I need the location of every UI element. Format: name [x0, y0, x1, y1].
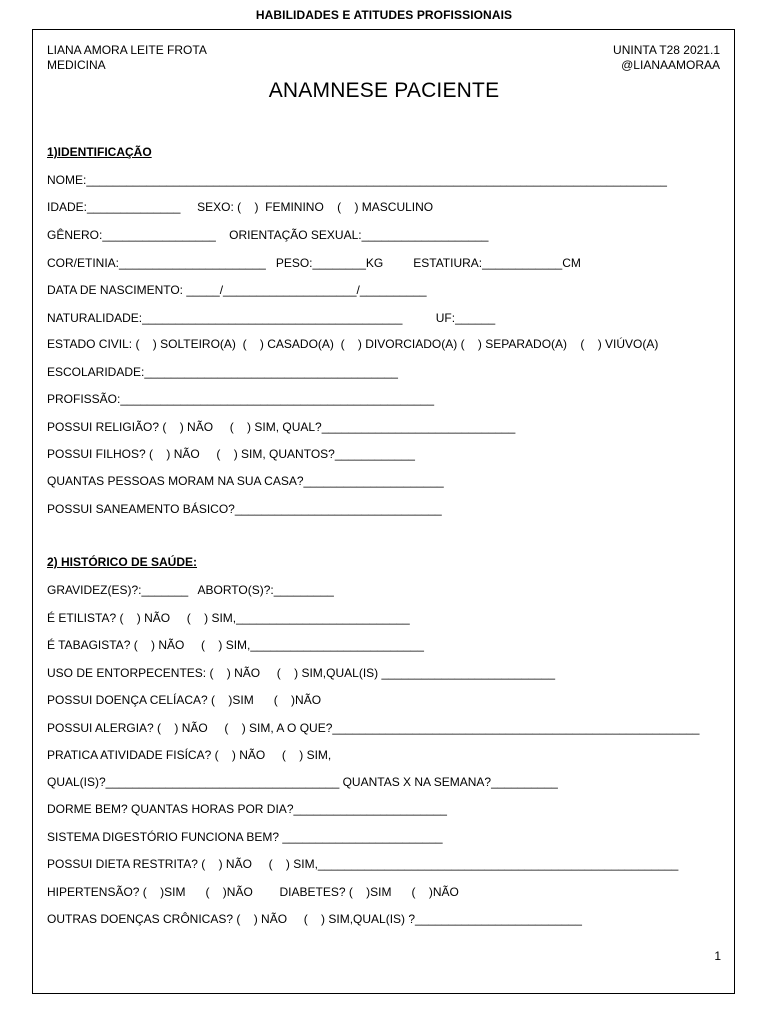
author-name: LIANA AMORA LEITE FROTA: [47, 43, 207, 57]
field-tabagista: É TABAGISTA? ( ) NÃO ( ) SIM,__________________________: [47, 638, 424, 652]
field-idade-sexo: IDADE:______________ SEXO: ( ) FEMININO ( ) MASCULINO: [47, 200, 434, 214]
field-doenca-celiaca: POSSUI DOENÇA CELÍACA? ( )SIM ( )NÃO: [47, 693, 322, 707]
class-block: [613, 43, 720, 73]
field-nome: NOME:_______________________________________________________________________________________: [47, 173, 667, 187]
field-profissao: PROFISSÃO:_______________________________________________: [47, 392, 435, 406]
author-handle: @LIANAAMORAA: [621, 58, 720, 72]
field-sono: DORME BEM? QUANTAS HORAS POR DIA?_______________________: [47, 802, 447, 816]
field-escolaridade: ESCOLARIDADE:______________________________________: [47, 365, 398, 379]
field-atividade-fisica: PRATICA ATIVIDADE FISÍCA? ( ) NÃO ( ) SIM,: [47, 748, 332, 762]
document-title: ANAMNESE PACIENTE: [268, 79, 500, 102]
field-alergia: POSSUI ALERGIA? ( ) NÃO ( ) SIM, A O QUE?_______________________________________________________: [47, 721, 700, 735]
field-genero-orientacao: GÊNERO:_________________ ORIENTAÇÃO SEXUAL:___________________: [47, 228, 489, 242]
field-gravidez-aborto: GRAVIDEZ(ES)?:_______ ABORTO(S)?:_________: [47, 583, 334, 597]
field-etilista: É ETILISTA? ( ) NÃO ( ) SIM,__________________________: [47, 611, 410, 625]
class-code: UNINTA T28 2021.1: [613, 43, 720, 57]
field-saneamento: POSSUI SANEAMENTO BÁSICO?_______________________________: [47, 502, 442, 516]
field-pessoas-casa: QUANTAS PESSOAS MORAM NA SUA CASA?_____________________: [47, 474, 444, 488]
running-header: HABILIDADES E ATITUDES PROFISSIONAIS: [255, 8, 513, 22]
field-data-nascimento: DATA DE NASCIMENTO: _____/____________________/__________: [47, 283, 427, 297]
field-atividade-quais: QUAL(IS)?___________________________________ QUANTAS X NA SEMANA?__________: [47, 775, 558, 789]
page-number: 1: [714, 949, 721, 963]
field-sistema-digestorio: SISTEMA DIGESTÓRIO FUNCIONA BEM? ________________________: [47, 830, 443, 844]
section-heading-identificacao: 1)IDENTIFICAÇÃO: [47, 145, 152, 159]
field-estado-civil: ESTADO CIVIL: ( ) SOLTEIRO(A) ( ) CASADO(A) ( ) DIVORCIADO(A) ( ) SEPARADO(A) ( ) VIÚVO(A): [47, 337, 659, 351]
field-entorpecentes: USO DE ENTORPECENTES: ( ) NÃO ( ) SIM,QUAL(IS) __________________________: [47, 666, 556, 680]
author-block: [47, 43, 207, 73]
field-naturalidade-uf: NATURALIDADE:_______________________________________ UF:______: [47, 311, 496, 325]
field-dieta-restrita: POSSUI DIETA RESTRITA? ( ) NÃO ( ) SIM,______________________________________________________: [47, 857, 679, 871]
field-cor-peso-estatura: COR/ETINIA:______________________ PESO:________KG ESTATIURA:____________CM: [47, 256, 581, 270]
section-heading-historico-saude: 2) HISTÓRICO DE SAÚDE:: [47, 555, 198, 569]
field-religiao: POSSUI RELIGIÃO? ( ) NÃO ( ) SIM, QUAL?_____________________________: [47, 420, 516, 434]
field-doencas-cronicas: OUTRAS DOENÇAS CRÔNICAS? ( ) NÃO ( ) SIM,QUAL(IS) ?_________________________: [47, 912, 582, 926]
field-filhos: POSSUI FILHOS? ( ) NÃO ( ) SIM, QUANTOS?____________: [47, 447, 415, 461]
course-name: MEDICINA: [47, 58, 106, 72]
field-hipertensao-diabetes: HIPERTENSÃO? ( )SIM ( )NÃO DIABETES? ( )SIM ( )NÃO: [47, 885, 459, 899]
